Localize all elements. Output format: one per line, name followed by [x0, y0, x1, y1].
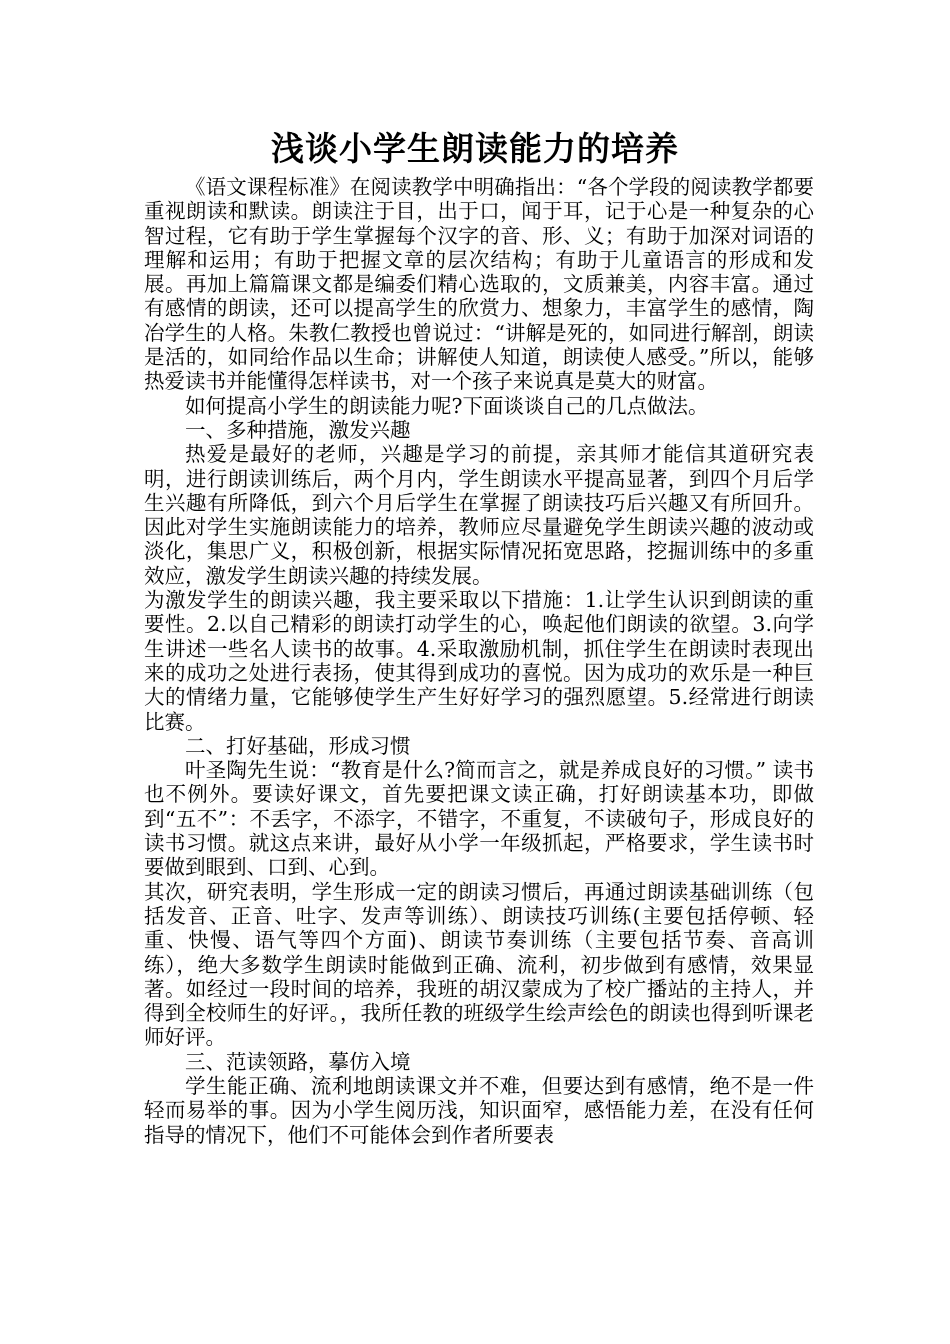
section-heading-2: 二、打好基础，形成习惯	[185, 733, 411, 758]
paragraph-training: 其次，研究表明，学生形成一定的朗读习惯后，再通过朗读基础训练（包括发音、正音、吐字、发声等训练）、朗读技巧训练(主要包括停顿、轻重、快慢、语气等四个方面)、朗读节奏训练（主要包括节奏、音高训练），绝大多数学生朗读时能做到正确、流利，初步做到有感情，效果显著。如经过一段时间的培养，我班的胡汉蒙成为了校广播站的主持人，并得到全校师生的好评。，我所任教的班级学生绘声绘色的朗读也得到听课老师好评。	[144, 879, 814, 1050]
paragraph-interest: 热爱是最好的老师，兴趣是学习的前提，亲其师才能信其道研究表明，进行朗读训练后，两个月内，学生朗读水平提高显著，到四个月后学生兴趣有所降低，到六个月后学生在掌握了朗读技巧后兴趣又有所回升。因此对学生实施朗读能力的培养，教师应尽量避免学生朗读兴趣的波动或淡化，集思广义，积极创新，根据实际情况拓宽思路，挖掘训练中的多重效应，激发学生朗读兴趣的持续发展。	[144, 442, 814, 588]
paragraph-habits: 叶圣陶先生说：“教育是什么?简而言之，就是养成良好的习惯。” 读书也不例外。要读好课文，首先要把课文读正确，打好朗读基本功，即做到“五不”：不丢字，不添字，不错字，不重复，不读破句子，形成良好的读书习惯。就这点来讲，最好从小学一年级抓起，严格要求，学生读书时要做到眼到、口到、心到。	[144, 758, 814, 880]
section-heading-1: 一、多种措施，激发兴趣	[185, 417, 411, 442]
paragraph-measures: 为激发学生的朗读兴趣，我主要采取以下措施：1.让学生认识到朗读的重要性。2.以自己精彩的朗读打动学生的心，唤起他们朗读的欲望。3.向学生讲述一些名人读书的故事。4.采取激励机制，抓住学生在朗读时表现出来的成功之处进行表扬，使其得到成功的喜悦。因为成功的欢乐是一种巨大的情绪力量，它能够使学生产生好好学习的强烈愿望。5.经常进行朗读比赛。	[144, 588, 814, 734]
section-heading-3: 三、范读领路，摹仿入境	[185, 1049, 411, 1074]
paragraph-question: 如何提高小学生的朗读能力呢?下面谈谈自己的几点做法。	[185, 393, 709, 418]
paragraph-model-reading: 学生能正确、流利地朗读课文并不难，但要达到有感情，绝不是一件轻而易举的事。因为小学生阅历浅，知识面窄，感悟能力差，在没有任何指导的情况下，他们不可能体会到作者所要表	[144, 1073, 814, 1147]
document-title: 浅谈小学生朗读能力的培养	[271, 129, 679, 168]
document-body	[144, 175, 814, 1147]
paragraph-intro: 《语文课程标准》在阅读教学中明确指出：“各个学段的阅读教学都要重视朗读和默读。朗读注于目，出于口，闻于耳，记于心是一种复杂的心智过程，它有助于学生掌握每个汉字的音、形、义；有助于加深对词语的理解和运用；有助于把握文章的层次结构；有助于儿童语言的形成和发展。再加上篇篇课文都是编委们精心选取的，文质兼美，内容丰富。通过有感情的朗读，还可以提高学生的欣赏力、想象力，丰富学生的感情，陶冶学生的人格。朱教仁教授也曾说过：“讲解是死的，如同进行解剖，朗读是活的，如同给作品以生命；讲解使人知道，朗读使人感受。”所以，能够热爱读书并能懂得怎样读书，对一个孩子来说真是莫大的财富。	[144, 175, 814, 394]
